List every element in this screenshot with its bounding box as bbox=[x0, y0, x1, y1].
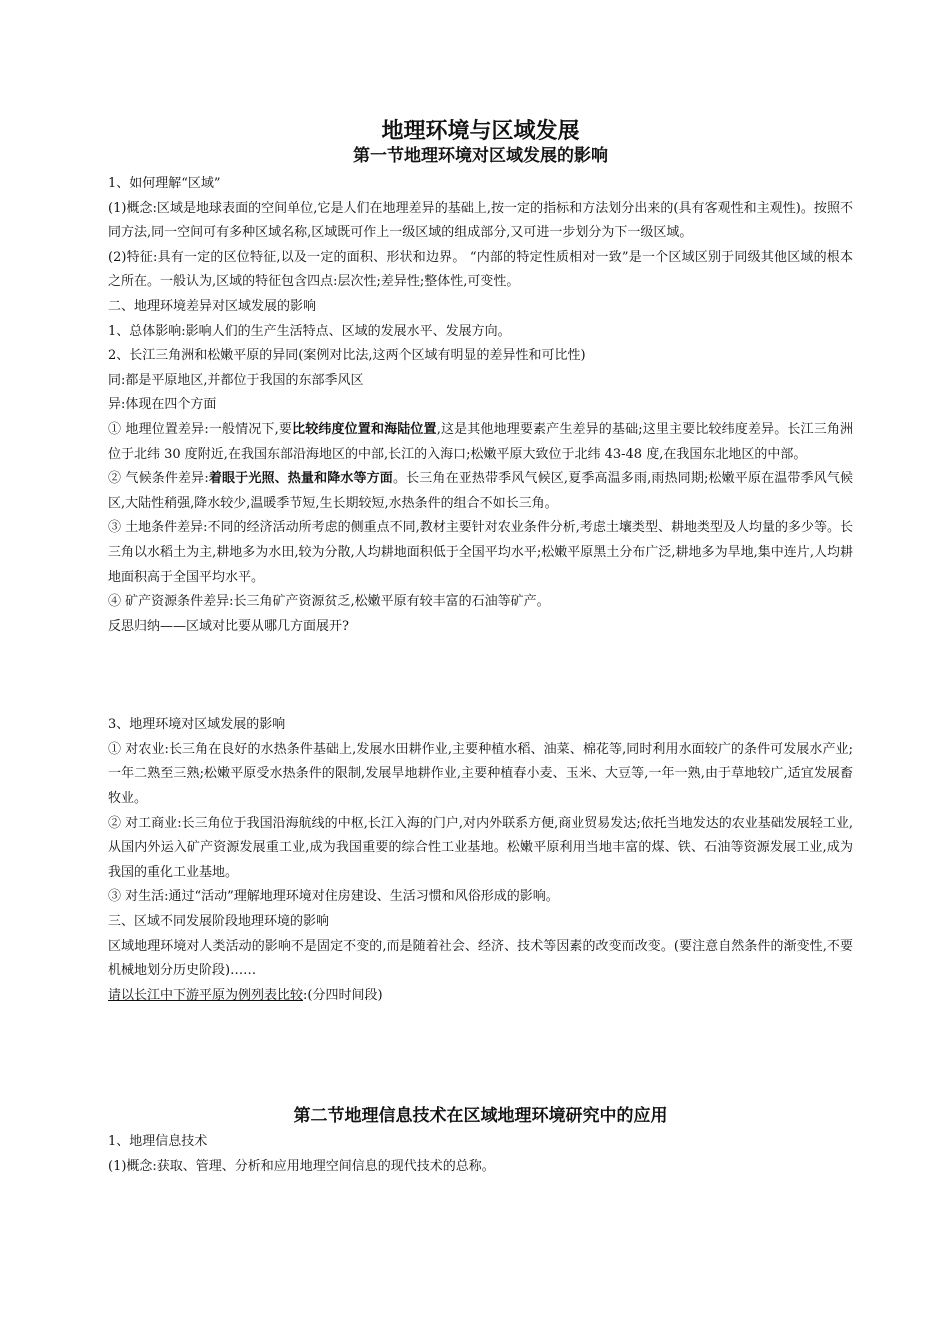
paragraph: ③ 土地条件差异:不同的经济活动所考虑的侧重点不同,教材主要针对农业条件分析,考虑土壤类型、耕地类型及人均量的多少等。长三角以水稻土为主,耕地多为水田,较为分散,人均耕地面积低于全国平均水平;松嫩平原黑土分布广泛,耕地多为旱地,集中连片,人均耕地面积高于全国平均水平。 bbox=[108, 520, 853, 585]
underlined-text: 请以长江中下游平原为例列表比较 bbox=[108, 987, 304, 1003]
paragraph: 3、地理环境对区域发展的影响 bbox=[108, 717, 286, 733]
document-title: 地理环境与区域发展 bbox=[381, 118, 580, 144]
paragraph: (1)概念:获取、管理、分析和应用地理空间信息的现代技术的总称。 bbox=[108, 1159, 495, 1174]
paragraph: ③ 对生活:通过“活动”理解地理环境对住房建设、生活习惯和风俗形成的影响。 bbox=[108, 889, 559, 905]
section-1-title: 第一节地理环境对区域发展的影响 bbox=[353, 146, 608, 166]
paragraph: 区域地理环境对人类活动的影响不是固定不变的,而是随着社会、经济、技术等因素的改变而改变。(要注意自然条件的渐变性,不要机械地划分历史阶段)…… bbox=[108, 938, 853, 979]
bold-text: 比较纬度位置和海陆位置 bbox=[292, 421, 437, 437]
text-run: ① 地理位置差异:一般情况下,要 bbox=[108, 421, 293, 437]
paragraph: 三、区域不同发展阶段地理环境的影响 bbox=[108, 914, 330, 930]
text-run: 。长三角在亚热带季风气候区,夏季高温多雨,雨热同期;松嫩平原在温带季风气候区,大陆性稍强,降水较少,温暖季节短,生长期较短,水热条件的组合不如长三角。 bbox=[108, 471, 853, 511]
section-2-title: 第二节地理信息技术在区域地理环境研究中的应用 bbox=[293, 1106, 668, 1127]
paragraph: ④ 矿产资源条件差异:长三角矿产资源贫乏,松嫩平原有较丰富的石油等矿产。 bbox=[108, 594, 550, 610]
blank-space bbox=[108, 639, 853, 713]
text-run: ② 气候条件差异: bbox=[108, 471, 209, 487]
text-run: :(分四时间段) bbox=[303, 987, 383, 1003]
paragraph: ① 对农业:长三角在良好的水热条件基础上,发展水田耕作业,主要种植水稻、油菜、棉花等,同时利用水面较广的条件可发展水产业;一年二熟至三熟;松嫩平原受水热条件的限制,发展旱地耕作业,主要种植春小麦、玉米、大豆等,一年一熟,由于草地较广,适宜发展畜牧业。 bbox=[108, 741, 853, 807]
paragraph: ② 对工商业:长三角位于我国沿海航线的中枢,长江入海的门户,对内外联系方便,商业贸易发达;依托当地发达的农业基础发展轻工业,从国内外运入矿产资源发展重工业,成为我国重要的综合性工业基地。松嫩平原利用当地丰富的煤、铁、石油等资源发展工业,成为我国的重化工业基地。 bbox=[108, 815, 853, 880]
paragraph bbox=[108, 984, 853, 1009]
paragraph: 1、地理信息技术 bbox=[108, 1134, 208, 1150]
paragraph bbox=[108, 467, 853, 516]
document-body bbox=[108, 118, 853, 1180]
paragraph: 1、如何理解“区域” bbox=[108, 176, 221, 191]
paragraph: (2)特征:具有一定的区位特征,以及一定的面积、形状和边界。 “内部的特定性质相对一致”是一个区域区别于同级其他区域的根本之所在。一般认为,区域的特征包含四点:层次性;差异性;整体性,可变性。 bbox=[108, 249, 853, 290]
bold-text: 着眼于光照、热量和降水等方面 bbox=[208, 471, 393, 487]
paragraph: 二、地理环境差异对区域发展的影响 bbox=[108, 298, 317, 314]
paragraph: 同:都是平原地区,并都位于我国的东部季风区 bbox=[108, 372, 364, 388]
paragraph: 反思归纳——区域对比要从哪几方面展开? bbox=[108, 618, 349, 634]
paragraph: 异:体现在四个方面 bbox=[108, 397, 217, 413]
text-run: ,这是其他地理要素产生差异的基础;这里主要比较纬度差异。长江三角洲位于北纬 30 度附近,在我国东部沿海地区的中部,长江的入海口;松嫩平原大致位于北纬 43-48 度,在我国东北地区的中部。 bbox=[108, 421, 853, 462]
paragraph bbox=[108, 418, 853, 467]
paragraph: 1、总体影响:影响人们的生产生活特点、区域的发展水平、发展方向。 bbox=[108, 323, 511, 339]
paragraph: 2、长江三角洲和松嫩平原的异同(案例对比法,这两个区域有明显的差异性和可比性) bbox=[108, 348, 586, 364]
paragraph: (1)概念:区域是地球表面的空间单位,它是人们在地理差异的基础上,按一定的指标和方法划分出来的(具有客观性和主观性)。按照不同方法,同一空间可有多种区域名称,区域既可作上一级区域的组成部分,又可进一步划分为下一级区域。 bbox=[108, 200, 853, 241]
blank-space bbox=[108, 1008, 853, 1104]
